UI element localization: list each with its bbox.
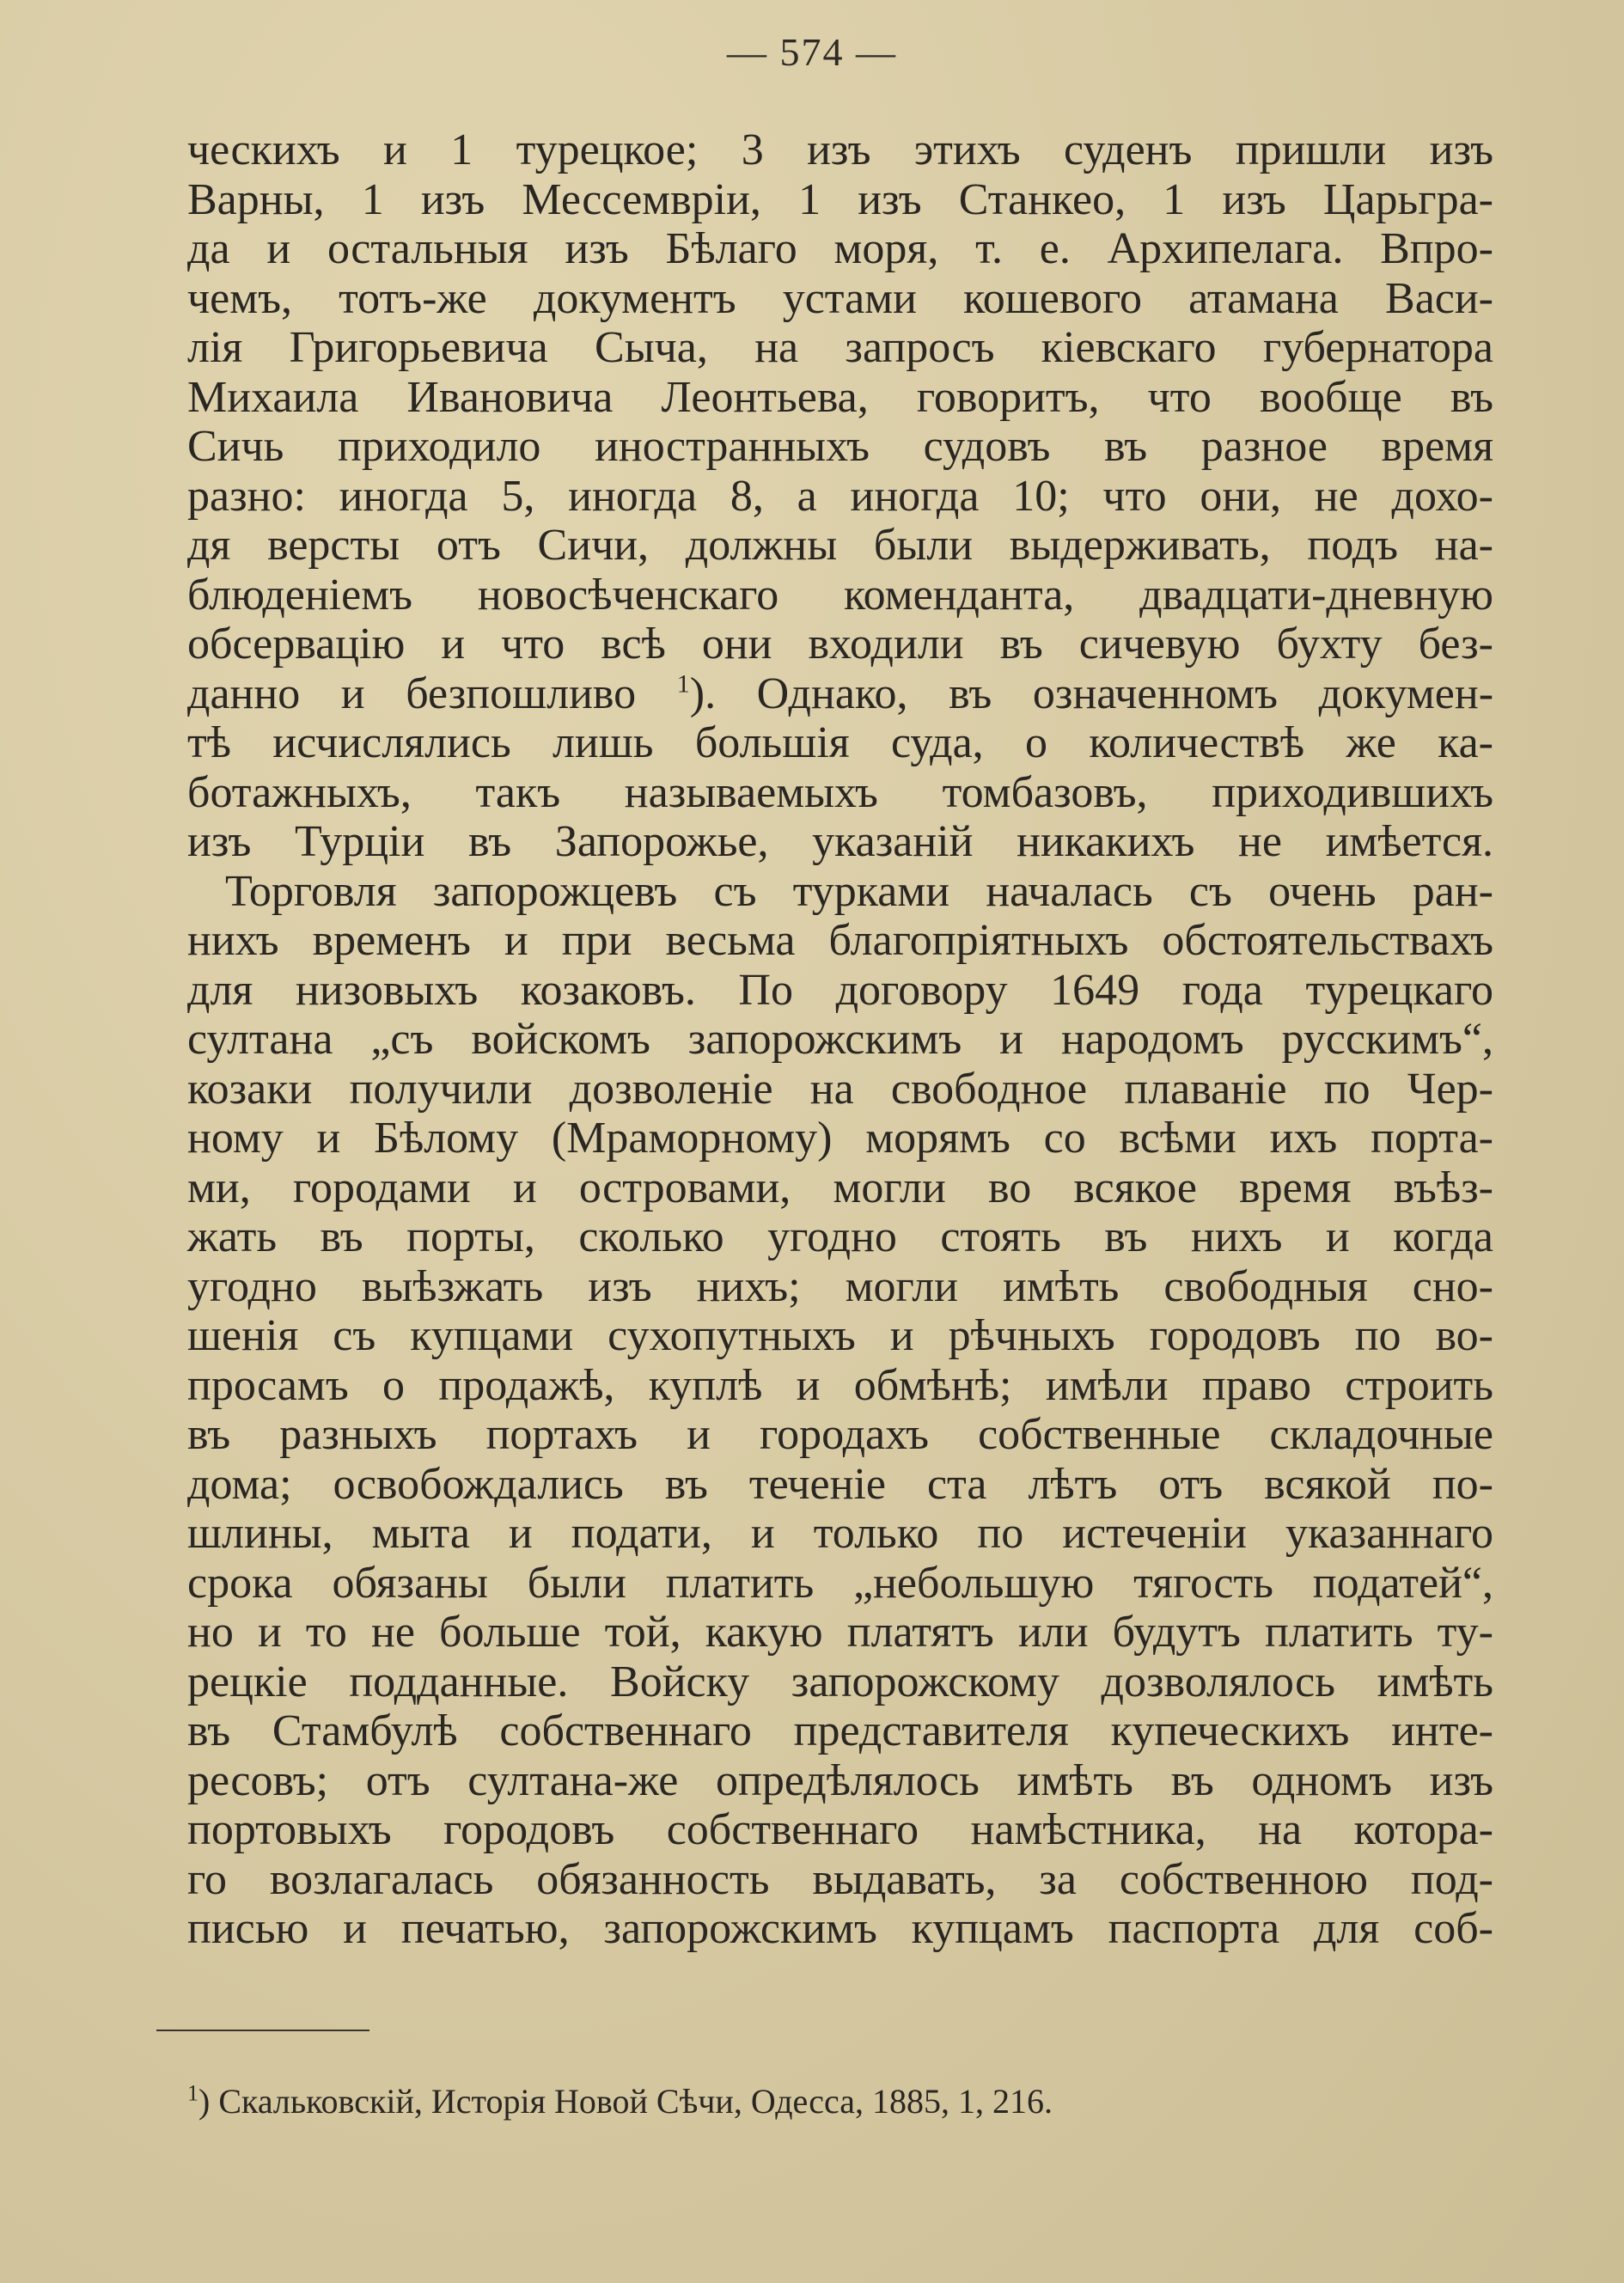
text-line: дома; освобождались въ теченiе ста лѣтъ отъ всякой по-	[187, 1459, 1493, 1509]
body-text	[187, 125, 1493, 1954]
text-line: писью и печатью, запорожскимъ купцамъ паспорта для соб-	[187, 1904, 1493, 1953]
text-line: въ разныхъ портахъ и городахъ собственные складочные	[187, 1410, 1493, 1459]
text-line: рецкiе подданные. Войску запорожскому дозволялось имѣть	[187, 1657, 1493, 1706]
text-line: чемъ, тотъ-же документъ устами кошевого атамана Васи-	[187, 273, 1493, 323]
text-line: шенiя съ купцами сухопутныхъ и рѣчныхъ городовъ по во-	[187, 1311, 1493, 1360]
text-line: срока обязаны были платить „небольшую тягость податей“,	[187, 1558, 1493, 1608]
text-line: дя версты отъ Сичи, должны были выдерживать, подъ на-	[187, 521, 1493, 570]
text-line: нихъ временъ и при весьма благопрiятныхъ обстоятельствахъ	[187, 916, 1493, 965]
text-segment: данно и безпошливо	[187, 668, 637, 718]
text-line-with-footnote-ref	[187, 669, 1493, 719]
text-line: портовыхъ городовъ собственнаго намѣстника, на котора-	[187, 1805, 1493, 1854]
text-segment: ). Однако, въ означенномъ докумен-	[689, 668, 1494, 718]
text-line: тѣ исчислялись лишь большiя суда, о количествѣ же ка-	[187, 718, 1493, 767]
text-line: го возлагалась обязанность выдавать, за собственною под-	[187, 1854, 1493, 1904]
text-line: разно: иногда 5, иногда 8, а иногда 10; что они, не дохо-	[187, 471, 1493, 521]
text-line: ботажныхъ, такъ называемыхъ томбазовъ, приходившихъ	[187, 767, 1493, 817]
text-line: Сичь приходило иностранныхъ судовъ въ разное время	[187, 422, 1493, 471]
page-number: — 574 —	[727, 30, 897, 74]
text-line: ми, городами и островами, могли во всякое время въѣз-	[187, 1163, 1493, 1212]
paragraph-start-line: Торговля запорожцевъ съ турками началась съ очень ран-	[225, 866, 1493, 916]
footnote	[187, 2079, 1053, 2124]
text-line: для низовыхъ козаковъ. По договору 1649 года турецкаго	[187, 965, 1493, 1015]
text-line: да и остальныя изъ Бѣлаго моря, т. е. Архипелага. Впро-	[187, 224, 1493, 273]
text-line: изъ Турцiи въ Запорожье, указанiй никакихъ не имѣется.	[187, 817, 1493, 866]
text-line: угодно выѣзжать изъ нихъ; могли имѣть свободныя сно-	[187, 1261, 1493, 1311]
text-line: Варны, 1 изъ Мессемврiи, 1 изъ Станкео, 1 изъ Царьгра-	[187, 174, 1493, 224]
text-line: ресовъ; отъ султана-же опредѣлялось имѣть въ одномъ изъ	[187, 1755, 1493, 1805]
text-line: просамъ о продажѣ, куплѣ и обмѣнѣ; имѣли право строить	[187, 1360, 1493, 1410]
text-line: жать въ порты, сколько угодно стоять въ нихъ и когда	[187, 1212, 1493, 1261]
text-line: блюденiемъ новосѣченскаго коменданта, двадцати-дневную	[187, 570, 1493, 620]
text-line: Михаила Ивановича Леонтьева, говоритъ, что вообще въ	[187, 372, 1493, 422]
footnote-divider	[156, 2030, 369, 2031]
text-line: ному и Бѣлому (Мраморному) морямъ со всѣми ихъ порта-	[187, 1114, 1493, 1163]
footnote-text: ) Скальковскiй, Исторiя Новой Сѣчи, Одесса, 1885, 1, 216.	[198, 2082, 1053, 2121]
text-line: въ Стамбулѣ собственнаго представителя купеческихъ инте-	[187, 1706, 1493, 1755]
text-line: но и то не больше той, какую платятъ или будутъ платить ту-	[187, 1608, 1493, 1657]
text-line: шлины, мыта и подати, и только по истеченiи указаннаго	[187, 1509, 1493, 1558]
text-line: козаки получили дозволенiе на свободное плаванiе по Чер-	[187, 1064, 1493, 1114]
footnote-mark: 1	[187, 2080, 198, 2106]
footnote-reference[interactable]: 1	[676, 669, 690, 699]
text-line: ческихъ и 1 турецкое; 3 изъ этихъ суденъ пришли изъ	[187, 125, 1493, 174]
text-line: султана „съ войскомъ запорожскимъ и народомъ русскимъ“,	[187, 1015, 1493, 1064]
text-line: обсервацiю и что всѣ они входили въ сичевую бухту без-	[187, 620, 1493, 668]
text-line: лiя Григорьевича Сыча, на запросъ кiевскаго губернатора	[187, 323, 1493, 372]
